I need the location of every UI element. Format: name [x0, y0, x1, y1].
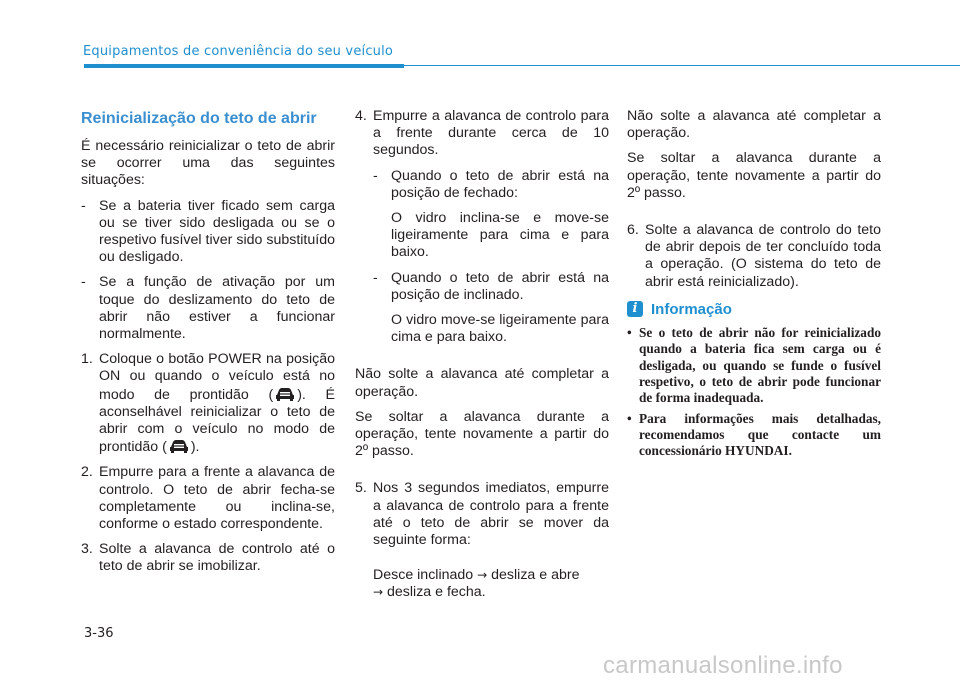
ready-car-icon	[274, 386, 296, 402]
dash-marker: -	[81, 197, 90, 214]
sub-item-closed-text: Quando o teto de abrir está na posição de fechado:	[391, 167, 609, 201]
step-number: 4.	[355, 108, 367, 124]
dash-marker: -	[81, 274, 90, 291]
bullet-marker: •	[627, 325, 632, 341]
step-1	[81, 351, 335, 456]
warning-retry: Se soltar a alavanca durante a operação, tente novamente a partir do 2º passo.	[627, 150, 881, 201]
arrow-icon: →	[477, 568, 488, 583]
step-3	[81, 541, 335, 575]
sequence-step-a: Desce inclinado	[373, 567, 474, 584]
info-bullet-text: Para informações mais detalhadas, recomendamos que contacte um concessionário HYUNDAI.	[639, 410, 881, 459]
step-1-text	[99, 351, 335, 456]
header-rule-thick	[84, 64, 404, 68]
warning-release: Não solte a alavanca até completar a operação.	[355, 366, 609, 400]
step-5	[355, 480, 609, 549]
section-title: Reinicialização do teto de abrir	[81, 110, 317, 127]
section-header-title: Equipamentos de conveniência do seu veículo	[83, 44, 394, 59]
info-title: Informação	[651, 300, 732, 318]
condition-battery: Se a bateria tiver ficado sem carga ou se tiver sido desligada ou se o respetivo fusível tiver sido substituído ou desligado.	[99, 197, 335, 266]
intro-paragraph: É necessário reinicializar o teto de abrir se ocorrer uma das seguintes situações:	[81, 138, 335, 189]
warning-release: Não solte a alavanca até completar a operação.	[627, 108, 881, 142]
step-5-text: Nos 3 segundos imediatos, empurre a alavanca de controlo para a frente até o teto de abrir se mover da seguinte forma:	[373, 480, 609, 549]
warning-retry: Se soltar a alavanca durante a operação, tente novamente a partir do 2º passo.	[355, 408, 609, 460]
step-3-text: Solte a alavanca de controlo até o teto de abrir se imobilizar.	[99, 541, 335, 575]
sequence-step-c: desliza e fecha.	[387, 584, 486, 601]
step-number: 3.	[81, 541, 93, 558]
info-icon: i	[627, 301, 643, 317]
step-1-part-c: ).	[190, 439, 200, 456]
step-number: 5.	[355, 480, 367, 497]
step-1-part-b: ). É aconselhável reinicializar o teto de abrir com o veículo no modo de prontidão (	[99, 386, 335, 456]
step-2	[81, 464, 335, 533]
list-item	[81, 198, 335, 267]
info-bullet	[627, 325, 881, 406]
step-number: 6.	[627, 222, 639, 239]
sub-item-closed	[373, 168, 609, 202]
info-bullet	[627, 411, 881, 460]
column-middle	[355, 108, 609, 610]
ready-car-icon	[168, 438, 190, 454]
page-number: 3-36	[84, 626, 114, 641]
sequence-step-b: desliza e abre	[491, 567, 580, 584]
bullet-marker: •	[627, 410, 632, 426]
sub-item-tilted-text: Quando o teto de abrir está na posição de inclinado.	[391, 269, 609, 303]
step-2-text: Empurre para a frente a alavanca de controlo. O teto de abrir fecha-se completamente ou inclina-se, conforme o estado correspondente.	[99, 464, 335, 533]
sub-item-tilted	[373, 270, 609, 304]
info-header	[627, 301, 881, 318]
arrow-icon: →	[373, 585, 384, 600]
step-1-part-a: Coloque o botão POWER na posição ON ou quando o veículo está no modo de prontidão (	[99, 351, 335, 403]
step-number: 1.	[81, 351, 93, 368]
step-6-text: Solte a alavanca de controlo do teto de abrir depois de ter concluído toda a operação. (O sistema do teto de abrir está reinicializado).	[645, 222, 881, 290]
movement-sequence	[373, 567, 609, 601]
step-4	[355, 108, 609, 160]
dash-marker: -	[373, 269, 382, 286]
sub-item-closed-detail: O vidro inclina-se e move-se ligeiramente para cima e para baixo.	[391, 210, 609, 261]
sub-item-tilted-detail: O vidro move-se ligeiramente para cima e para baixo.	[391, 312, 609, 346]
dash-marker: -	[373, 167, 382, 184]
step-4-text: Empurre a alavanca de controlo para a frente durante cerca de 10 segundos.	[373, 108, 609, 159]
info-bullet-text: Se o teto de abrir não for reinicializado quando a bateria fica sem carga ou é desligada, ou quando se funde o fusível respetivo, o teto de abrir pode funcionar de forma inadequada.	[639, 325, 881, 406]
header-rule-thin	[404, 65, 960, 66]
step-number: 2.	[81, 464, 93, 481]
watermark: carmanualsonline.info	[603, 652, 843, 679]
step-6	[627, 222, 881, 291]
column-right	[627, 108, 881, 463]
list-item	[81, 274, 335, 343]
column-left	[81, 110, 335, 584]
condition-one-touch: Se a função de ativação por um toque do deslizamento do teto de abrir não estiver a funcionar normalmente.	[99, 274, 335, 343]
